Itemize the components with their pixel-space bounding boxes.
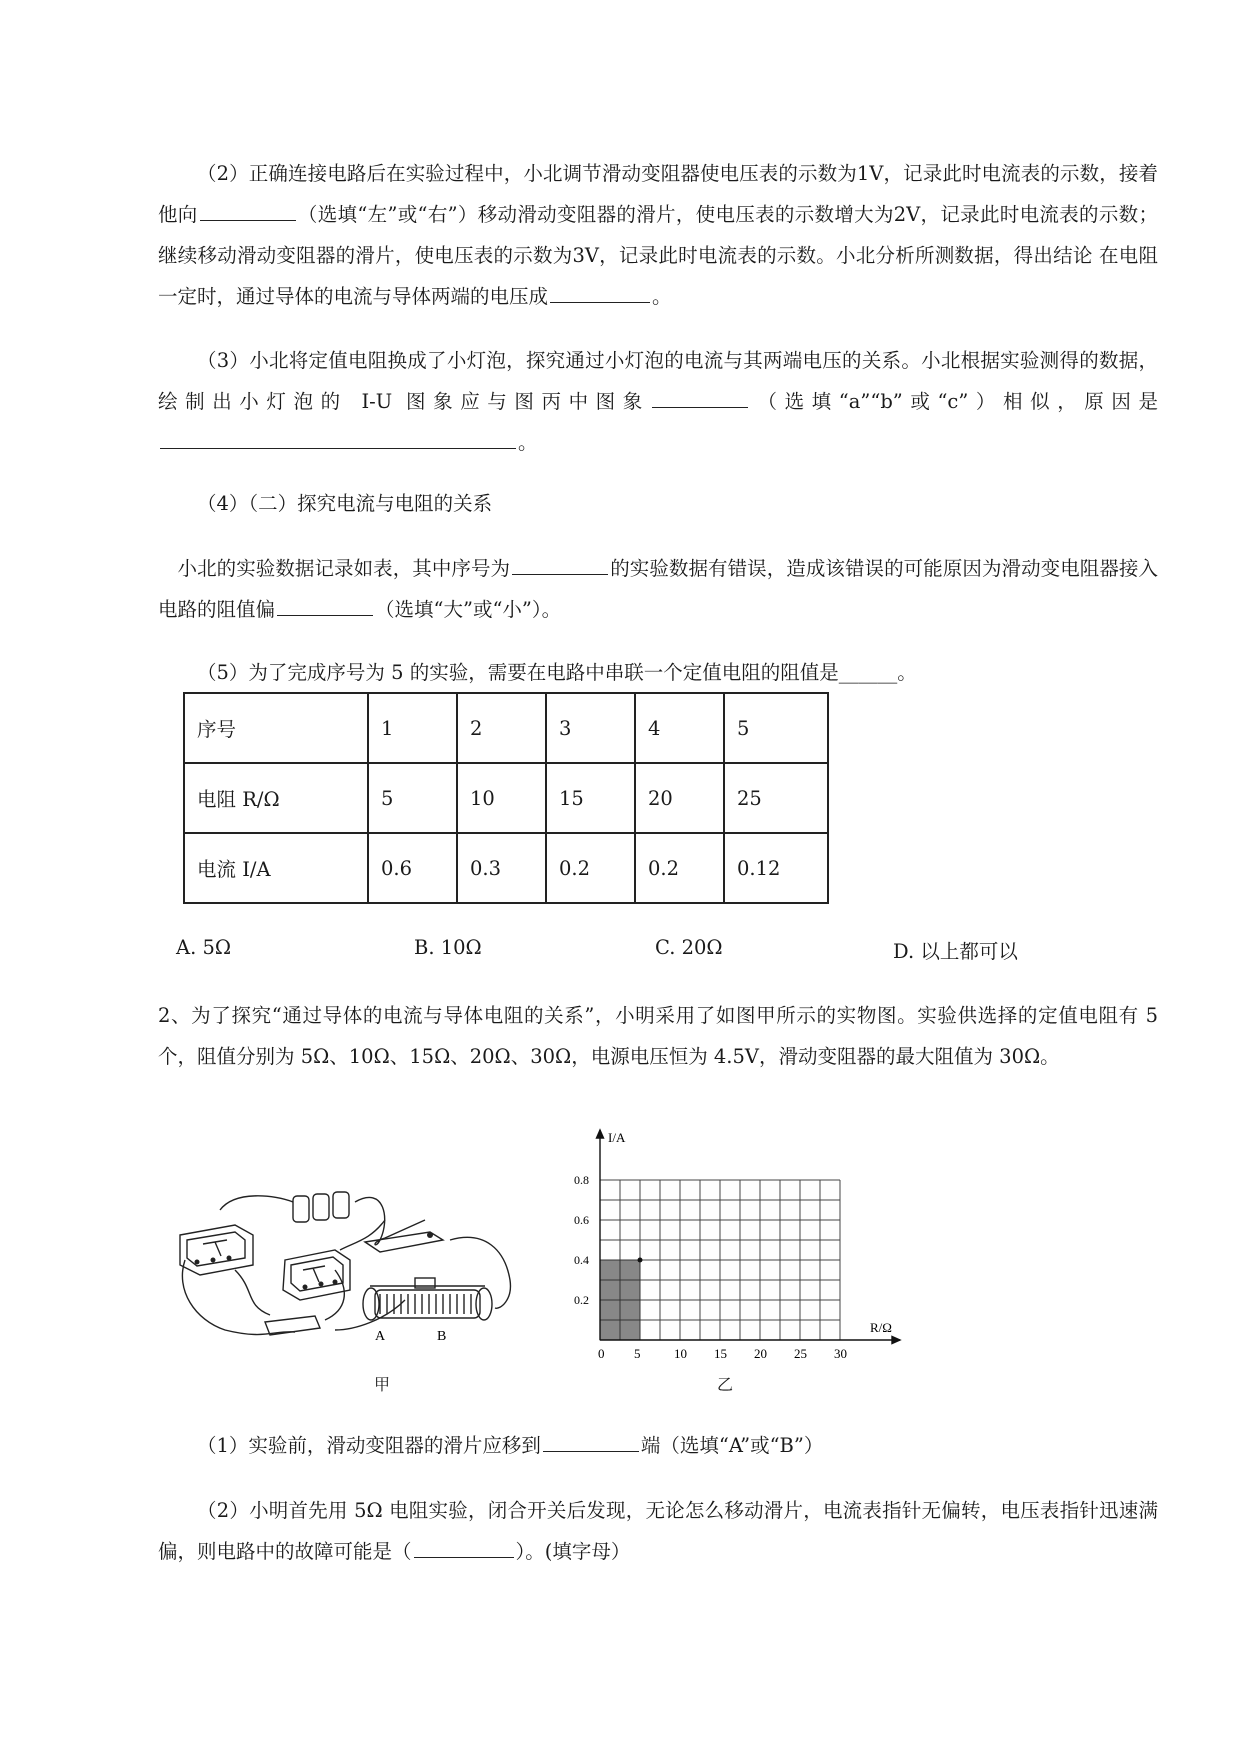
y-tick-label: 0.8 <box>574 1173 589 1187</box>
table-cell: 3 <box>546 693 635 763</box>
q2-part1: （1）实验前，滑动变阻器的滑片应移到 端（选填“A”或“B”） <box>158 1425 1158 1466</box>
option-d[interactable]: D. 以上都可以 <box>893 940 1018 963</box>
x-tick-label: 15 <box>714 1346 727 1361</box>
q1-part4-text: 小北的实验数据记录如表，其中序号为 的实验数据有错误，造成该错误的可能原因为滑动变电阻器接入电路的阻值偏 （选填“大”或“小”）。 <box>158 548 1158 630</box>
circuit-figure <box>175 1180 555 1370</box>
q1-part3: （3）小北将定值电阻换成了小灯泡，探究通过小灯泡的电流与其两端电压的关系。小北根据实验测得的数据，绘制出小灯泡的 I-U 图象应与图丙中图象 （选填“a”“b”或“c”）相似，原因是。 <box>158 349 1159 454</box>
table-cell: 1 <box>368 693 457 763</box>
y-tick-label: 0.4 <box>574 1253 589 1267</box>
answer-blank[interactable] <box>652 388 748 409</box>
x-tick-label: 25 <box>794 1346 807 1361</box>
table-cell: 0.6 <box>368 833 457 903</box>
table-row <box>184 763 828 833</box>
x-tick-label: 30 <box>834 1346 847 1361</box>
answer-blank[interactable] <box>200 201 296 222</box>
figure-label-yi: 乙 <box>717 1375 734 1394</box>
table-cell: 10 <box>457 763 546 833</box>
rheostat-terminal-a: A <box>375 1329 386 1344</box>
table-cell: 电阻 R/Ω <box>184 763 368 833</box>
table-cell: 0.12 <box>724 833 828 903</box>
current-resistance-chart <box>560 1130 940 1370</box>
option-b[interactable]: B. 10Ω <box>414 936 482 959</box>
table-cell: 0.2 <box>635 833 724 903</box>
table-cell: 电流 I/A <box>184 833 368 903</box>
table-cell: 5 <box>368 763 457 833</box>
table-cell: 0.3 <box>457 833 546 903</box>
q1-part2: （2）正确连接电路后在实验过程中，小北调节滑动变阻器使电压表的示数为1V，记录此时电流表的示数，接着他向 （选填“左”或“右”）移动滑动变阻器的滑片，使电压表的示数增大为2V，记录此时电流表的示数；继续移动滑动变阻器的滑片，使电压表的示数为3V，记录此时电流表的示数。小北分析所测数据，得出结论 在电阻一定时，通过导体的电流与导体两端的电压成 。 <box>158 162 1158 308</box>
x-tick-label: 10 <box>674 1346 687 1361</box>
answer-blank[interactable] <box>512 555 608 576</box>
table-cell: 15 <box>546 763 635 833</box>
rheostat-terminal-b: B <box>437 1329 447 1344</box>
x-tick-label: 5 <box>634 1346 641 1361</box>
y-tick-label: 0.2 <box>574 1293 589 1307</box>
x-tick-label: 20 <box>754 1346 767 1361</box>
option-c[interactable]: C. 20Ω <box>655 936 723 959</box>
x-axis-label: R/Ω <box>870 1320 892 1335</box>
answer-blank[interactable] <box>277 596 373 617</box>
table-row <box>184 833 828 903</box>
table-cell: 20 <box>635 763 724 833</box>
q2-intro: 2、为了探究“通过导体的电流与导体电阻的关系”，小明采用了如图甲所示的实物图。实验供选择的定值电阻有 5 个，阻值分别为 5Ω、10Ω、15Ω、20Ω、30Ω，电源电压恒为 4.5V，滑动变阻器的最大阻值为 30Ω。 <box>158 1004 1158 1068</box>
q1-part4-heading: （4）（二）探究电流与电阻的关系 <box>197 492 493 515</box>
table-cell: 4 <box>635 693 724 763</box>
answer-blank[interactable] <box>550 283 650 304</box>
table-cell: 2 <box>457 693 546 763</box>
y-axis-label: I/A <box>608 1130 626 1145</box>
table-cell: 5 <box>724 693 828 763</box>
data-table <box>183 692 829 904</box>
table-cell: 25 <box>724 763 828 833</box>
answer-blank[interactable] <box>160 429 516 450</box>
x-tick-label: 0 <box>598 1346 605 1361</box>
table-row <box>184 693 828 763</box>
answer-blank[interactable] <box>543 1432 639 1453</box>
answer-blank[interactable] <box>414 1538 514 1559</box>
table-cell: 0.2 <box>546 833 635 903</box>
data-point <box>638 1258 643 1263</box>
q2-part2: （2）小明首先用 5Ω 电阻实验，闭合开关后发现，无论怎么移动滑片，电流表指针无偏转，电压表指针迅速满偏，则电路中的故障可能是（ ）。(填字母） <box>158 1499 1158 1563</box>
figure-label-jia: 甲 <box>374 1375 391 1394</box>
q1-part5: （5）为了完成序号为 5 的实验，需要在电路中串联一个定值电阻的阻值是______。 <box>197 661 917 684</box>
y-tick-label: 0.6 <box>574 1213 589 1227</box>
table-cell: 序号 <box>184 693 368 763</box>
option-a[interactable]: A. 5Ω <box>176 936 232 959</box>
